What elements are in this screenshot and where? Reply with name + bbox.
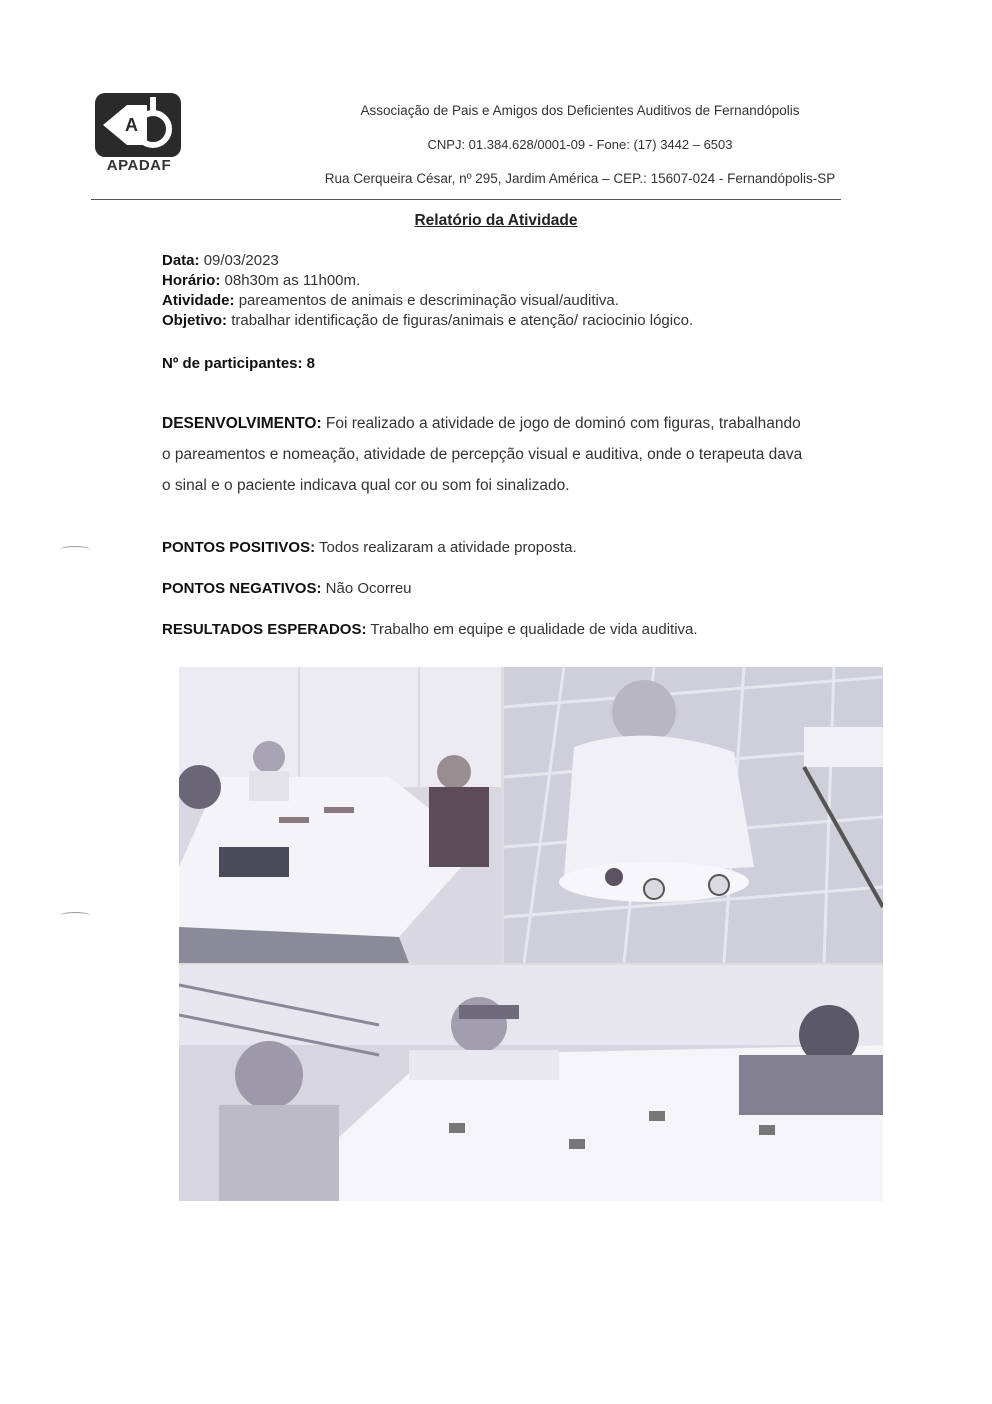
participants: Nº de participantes: 8: [162, 355, 316, 372]
negative-label: PONTOS NEGATIVOS:: [162, 580, 322, 597]
objective-label: Objetivo:: [162, 312, 228, 329]
positive-value: Todos realizaram a atividade proposta.: [319, 539, 577, 556]
objective-line: [162, 312, 693, 329]
development-line-1: [162, 415, 801, 433]
development-line-2: [162, 446, 802, 464]
date-line: [162, 252, 279, 269]
activity-photos: [179, 667, 883, 1201]
org-name: Associação de Pais e Amigos dos Deficientes Auditivos de Fernandópolis: [360, 103, 800, 118]
time-label: Horário:: [162, 272, 221, 289]
photo-domino-table: [179, 667, 501, 963]
page-title: Relatório da Atividade: [414, 212, 578, 229]
development-text-3: o sinal e o paciente indicava qual cor ou som foi sinalizado.: [162, 477, 570, 494]
expected-line: [162, 621, 698, 638]
objective-value: trabalhar identificação de figuras/animais e atenção/ raciocinio lógico.: [231, 312, 694, 329]
expected-label: RESULTADOS ESPERADOS:: [162, 621, 367, 638]
development-text-2: o pareamentos e nomeação, atividade de percepção visual e auditiva, onde o terapeuta dava: [162, 446, 803, 463]
scan-margin-mark: [60, 546, 90, 553]
development-line-3: [162, 477, 570, 495]
cnpj-phone: CNPJ: 01.384.628/0001-09 - Fone: (17) 3442 – 6503: [427, 137, 733, 152]
positive-line: [162, 539, 577, 556]
participants-line: [162, 355, 315, 372]
address: Rua Cerqueira César, nº 295, Jardim América – CEP.: 15607-024 - Fernandópolis-SP: [324, 171, 836, 186]
svg-text:A: A: [125, 115, 138, 135]
positive-label: PONTOS POSITIVOS:: [162, 539, 316, 556]
time-value: 08h30m as 11h00m.: [224, 272, 361, 289]
header-divider: [91, 199, 841, 200]
scan-margin-mark: [60, 912, 90, 919]
development-label: DESENVOLVIMENTO:: [162, 415, 322, 432]
negative-line: [162, 580, 412, 597]
logo-emblem: [95, 93, 181, 157]
expected-value: Trabalho em equipe e qualidade de vida auditiva.: [370, 621, 698, 638]
photo-patient-sorting: [504, 667, 883, 963]
time-line: [162, 272, 360, 289]
date-value: 09/03/2023: [203, 252, 279, 269]
development-text-1: Foi realizado a atividade de jogo de dominó com figuras, trabalhando: [325, 415, 801, 432]
logo-label: APADAF: [106, 157, 172, 174]
activity-line: [162, 292, 619, 309]
negative-value: Não Ocorreu: [325, 580, 412, 597]
date-label: Data:: [162, 252, 200, 269]
activity-value: pareamentos de animais e descriminação visual/auditiva.: [238, 292, 619, 309]
apadaf-logo: [93, 93, 185, 175]
photo-group-table: [179, 965, 883, 1201]
activity-label: Atividade:: [162, 292, 235, 309]
